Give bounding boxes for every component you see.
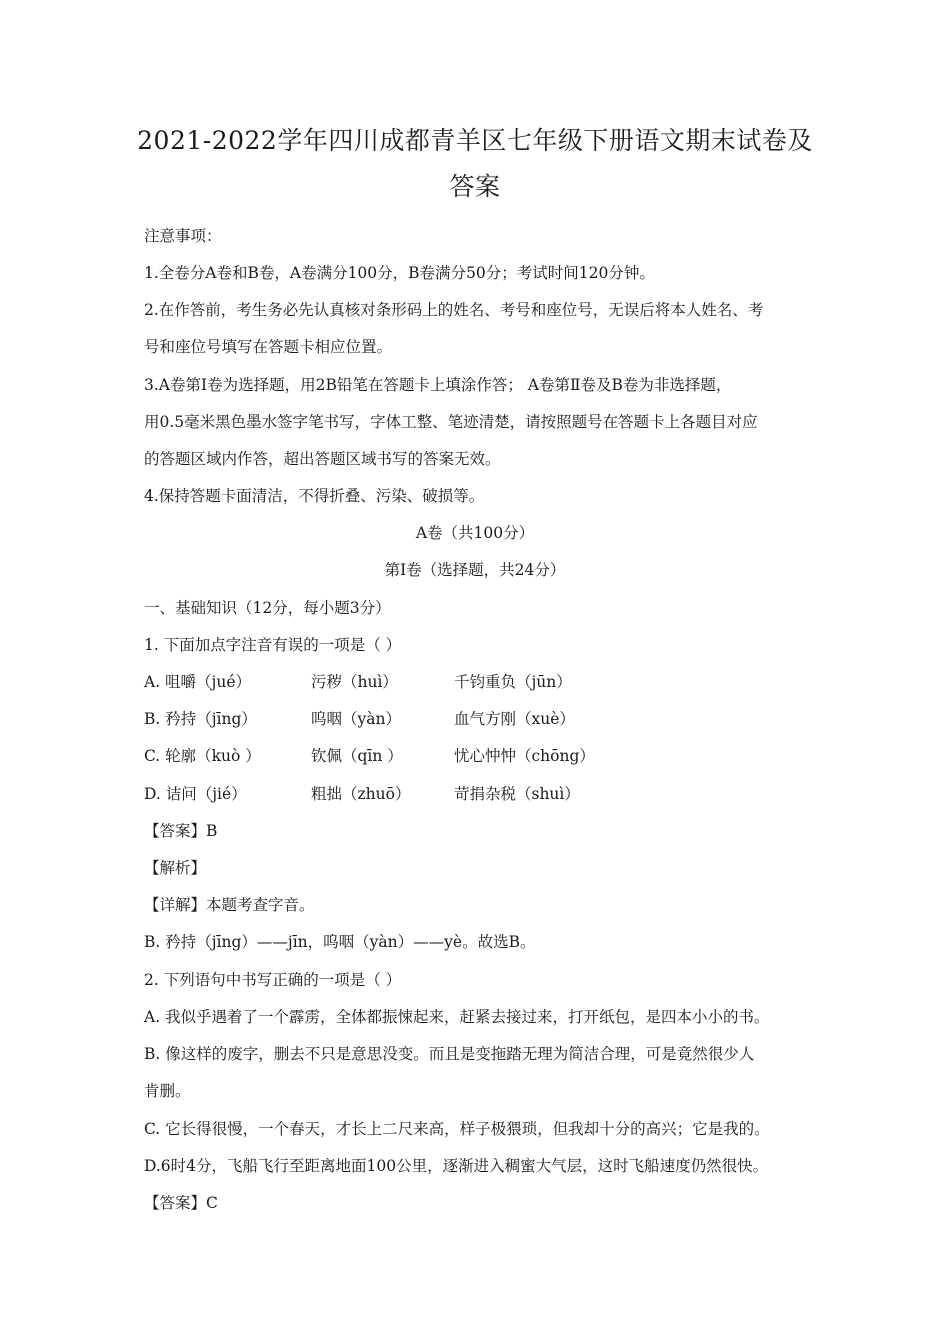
option-word: 忧心忡忡（chōng） — [454, 747, 595, 765]
question-1-stem: 1. 下面加点字注音有误的一项是（ ） — [144, 636, 402, 654]
question-1-answer: 【答案】B — [144, 822, 218, 840]
option-word: B. 矜持（jīng） — [144, 710, 257, 728]
option-word: D. 诘问（jié） — [144, 785, 247, 803]
question-1-detail: 【详解】本题考查字音。 — [144, 896, 315, 914]
option-word: 呜咽（yàn） — [311, 710, 401, 728]
option-word: 苛捐杂税（shuì） — [454, 785, 580, 803]
question-1-analysis: 【解析】 — [144, 859, 207, 877]
notice-heading: 注意事项： — [144, 227, 222, 245]
notice-item-2-line-1: 2.在作答前，考生务必先认真核对条形码上的姓名、考号和座位号，无误后将本人姓名、考 — [144, 301, 764, 319]
option-word: 钦佩（qīn ） — [311, 747, 403, 765]
option-word: 千钧重负（jūn） — [454, 673, 572, 691]
option-word: 污秽（huì） — [311, 673, 398, 691]
notice-item-3-line-3: 的答题区域内作答，超出答题区域书写的答案无效。 — [144, 450, 501, 468]
question-2-answer: 【答案】C — [144, 1194, 218, 1212]
option-word: 粗拙（zhuō） — [311, 785, 411, 803]
title-line-2: 答案 — [449, 172, 501, 201]
section-basic-knowledge: 一、基础知识（12分，每小题3分） — [144, 599, 391, 617]
question-2-option-a: A. 我似乎遇着了一个霹雳，全体都振悚起来，赶紧去接过来，打开纸包，是四本小小的书。 — [144, 1008, 770, 1026]
question-1-explain: B. 矜持（jīng）——jīn，呜咽（yàn）——yè。故选B。 — [144, 933, 536, 951]
notice-item-3-line-1: 3.A卷第Ⅰ卷为选择题，用2B铅笔在答题卡上填涂作答； A卷第Ⅱ卷及B卷为非选择题， — [144, 376, 732, 394]
option-word: C. 轮廓（kuò ） — [144, 747, 261, 765]
notice-item-4: 4.保持答题卡面清洁，不得折叠、污染、破损等。 — [144, 487, 485, 505]
document-title — [120, 118, 830, 210]
notice-item-1: 1.全卷分A卷和B卷，A卷满分100分，B卷满分50分；考试时间120分钟。 — [144, 264, 655, 282]
section-a-volume: A卷（共100分） — [415, 524, 535, 542]
question-2-option-c: C. 它长得很慢，一个春天，才长上二尺来高，样子极猥琐，但我却十分的高兴；它是我的。 — [144, 1120, 770, 1138]
section-part-1: 第Ⅰ卷（选择题，共24分） — [384, 561, 566, 579]
question-2-option-b-line-2: 肯删。 — [144, 1082, 191, 1100]
notice-item-2-line-2: 号和座位号填写在答题卡相应位置。 — [144, 338, 393, 356]
question-2-stem: 2. 下列语句中书写正确的一项是（ ） — [144, 971, 402, 989]
option-word: A. 咀嚼（jué） — [144, 673, 252, 691]
question-2-option-d: D.6时4分，飞船飞行至距离地面100公里，逐渐进入稠蜜大气层，这时飞船速度仍然很快。 — [144, 1157, 769, 1175]
question-2-option-b-line-1: B. 像这样的废字，删去不只是意思没变。而且是变拖踏无理为简洁合理，可是竟然很少人 — [144, 1045, 755, 1063]
title-line-1: 2021-2022学年四川成都青羊区七年级下册语文期末试卷及 — [137, 126, 813, 155]
notice-item-3-line-2: 用0.5毫米黑色墨水签字笔书写，字体工整、笔迹清楚，请按照题号在答题卡上各题目对应 — [144, 413, 758, 431]
option-word: 血气方刚（xuè） — [454, 710, 575, 728]
